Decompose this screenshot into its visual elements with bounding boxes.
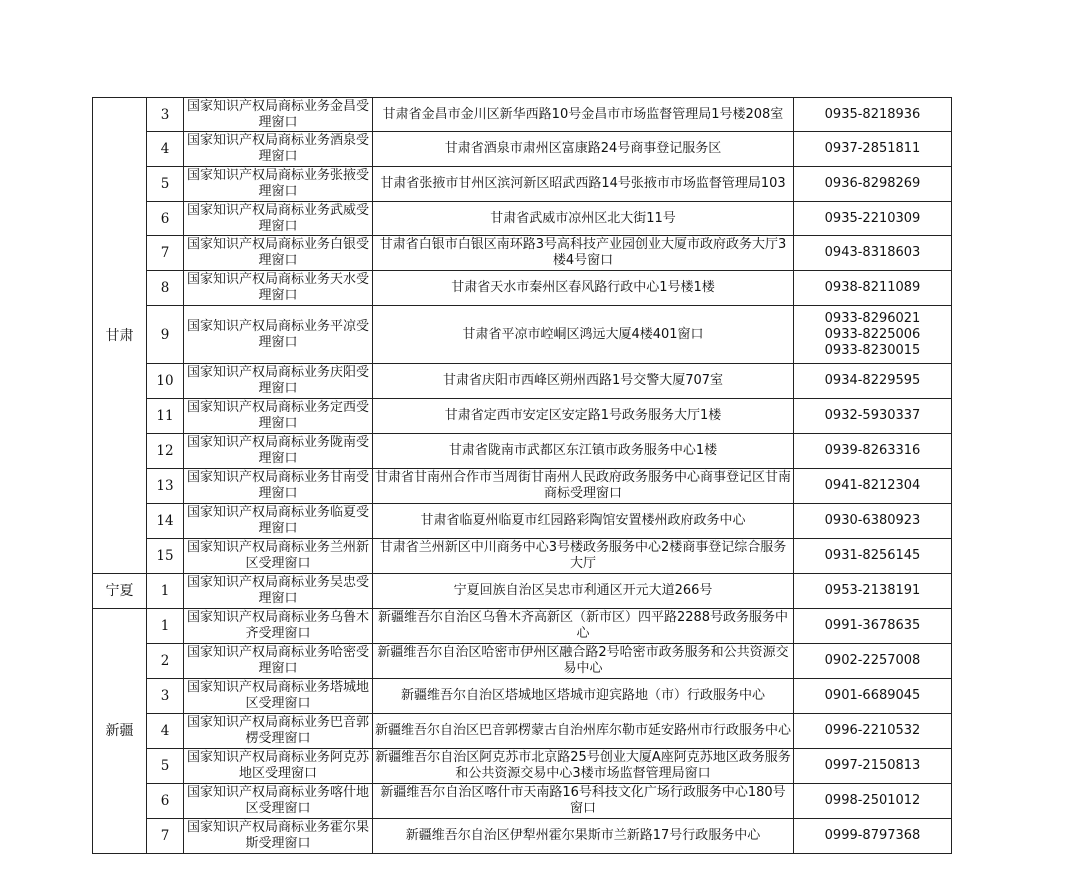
phone-number: 0953-2138191: [824, 583, 921, 598]
office-name-cell: 国家知识产权局商标业务张掖受理窗口: [184, 167, 373, 202]
phone-cell: [794, 271, 952, 306]
phone-number: 0938-8211089: [824, 280, 921, 295]
address-cell: 甘肃省陇南市武都区东江镇市政务服务中心1楼: [373, 434, 794, 469]
table-row: [93, 539, 952, 574]
index-cell: 14: [147, 504, 184, 539]
table-row: [93, 469, 952, 504]
table-row: [93, 271, 952, 306]
index-cell: 5: [147, 749, 184, 784]
index-cell: 8: [147, 271, 184, 306]
phone-cell: [794, 434, 952, 469]
index-cell: 3: [147, 98, 184, 132]
address-cell: 甘肃省酒泉市肃州区富康路24号商事登记服务区: [373, 132, 794, 167]
phone-cell: [794, 679, 952, 714]
index-cell: 7: [147, 819, 184, 854]
address-cell: 甘肃省定西市安定区安定路1号政务服务大厅1楼: [373, 399, 794, 434]
phone-number: 0936-8298269: [824, 176, 921, 191]
phone-cell: [794, 306, 952, 364]
table-row: [93, 132, 952, 167]
index-cell: 12: [147, 434, 184, 469]
office-name-cell: 国家知识产权局商标业务金昌受理窗口: [184, 98, 373, 132]
address-cell: 甘肃省平凉市崆峒区鸿远大厦4楼401窗口: [373, 306, 794, 364]
phone-number: 0930-6380923: [824, 513, 921, 528]
address-cell: 新疆维吾尔自治区乌鲁木齐高新区（新市区）四平路2288号政务服务中心: [373, 609, 794, 644]
address-cell: 新疆维吾尔自治区伊犁州霍尔果斯市兰新路17号行政服务中心: [373, 819, 794, 854]
table-row: [93, 202, 952, 236]
address-cell: 新疆维吾尔自治区阿克苏市北京路25号创业大厦A座阿克苏地区政务服务和公共资源交易中心3楼市场监督管理局窗口: [373, 749, 794, 784]
province-cell: 新疆: [93, 609, 147, 854]
office-name-cell: 国家知识产权局商标业务阿克苏地区受理窗口: [184, 749, 373, 784]
office-name-cell: 国家知识产权局商标业务吴忠受理窗口: [184, 574, 373, 609]
phone-cell: [794, 202, 952, 236]
address-cell: 甘肃省临夏州临夏市红园路彩陶馆安置楼州政府政务中心: [373, 504, 794, 539]
phone-number: 0999-8797368: [824, 828, 921, 843]
phone-cell: [794, 819, 952, 854]
office-name-cell: 国家知识产权局商标业务陇南受理窗口: [184, 434, 373, 469]
office-name-cell: 国家知识产权局商标业务定西受理窗口: [184, 399, 373, 434]
phone-cell: [794, 784, 952, 819]
address-cell: 新疆维吾尔自治区巴音郭楞蒙古自治州库尔勒市延安路州市行政服务中心: [373, 714, 794, 749]
phone-number: 0933-8225006: [824, 326, 921, 342]
office-name-cell: 国家知识产权局商标业务霍尔果斯受理窗口: [184, 819, 373, 854]
table-row: [93, 504, 952, 539]
table-row: [93, 644, 952, 679]
index-cell: 4: [147, 132, 184, 167]
phone-number: 0939-8263316: [824, 443, 921, 458]
office-name-cell: 国家知识产权局商标业务白银受理窗口: [184, 236, 373, 271]
phone-cell: [794, 714, 952, 749]
address-cell: 新疆维吾尔自治区哈密市伊州区融合路2号哈密市政务服务和公共资源交易中心: [373, 644, 794, 679]
office-name-cell: 国家知识产权局商标业务天水受理窗口: [184, 271, 373, 306]
office-name-cell: 国家知识产权局商标业务乌鲁木齐受理窗口: [184, 609, 373, 644]
table-row: [93, 434, 952, 469]
table-row: [93, 819, 952, 854]
index-cell: 6: [147, 202, 184, 236]
phone-number: 0932-5930337: [824, 408, 921, 423]
address-cell: 甘肃省庆阳市西峰区朔州西路1号交警大厦707室: [373, 364, 794, 399]
table-row: [93, 749, 952, 784]
table-row: [93, 167, 952, 202]
phone-number: 0941-8212304: [824, 478, 921, 493]
office-name-cell: 国家知识产权局商标业务酒泉受理窗口: [184, 132, 373, 167]
index-cell: 9: [147, 306, 184, 364]
office-name-cell: 国家知识产权局商标业务平凉受理窗口: [184, 306, 373, 364]
phone-cell: [794, 167, 952, 202]
province-cell: 宁夏: [93, 574, 147, 609]
phone-cell: [794, 132, 952, 167]
phone-number: 0901-6689045: [824, 688, 921, 703]
address-cell: 甘肃省武威市凉州区北大街11号: [373, 202, 794, 236]
index-cell: 3: [147, 679, 184, 714]
phone-cell: [794, 574, 952, 609]
phone-number: 0943-8318603: [824, 245, 921, 260]
phone-number: 0937-2851811: [824, 141, 921, 156]
address-cell: 新疆维吾尔自治区喀什市天南路16号科技文化广场行政服务中心180号窗口: [373, 784, 794, 819]
phone-number: 0931-8256145: [824, 548, 921, 563]
index-cell: 2: [147, 644, 184, 679]
table-row: [93, 609, 952, 644]
table-row: [93, 98, 952, 132]
phone-cell: [794, 98, 952, 132]
phone-number: 0934-8229595: [824, 373, 921, 388]
index-cell: 1: [147, 574, 184, 609]
table-row: [93, 364, 952, 399]
province-cell: 甘肃: [93, 98, 147, 574]
address-cell: 宁夏回族自治区吴忠市利通区开元大道266号: [373, 574, 794, 609]
address-cell: 甘肃省张掖市甘州区滨河新区昭武西路14号张掖市市场监督管理局103: [373, 167, 794, 202]
office-name-cell: 国家知识产权局商标业务甘南受理窗口: [184, 469, 373, 504]
office-name-cell: 国家知识产权局商标业务庆阳受理窗口: [184, 364, 373, 399]
phone-cell: [794, 749, 952, 784]
address-cell: 甘肃省白银市白银区南环路3号高科技产业园创业大厦市政府政务大厅3楼4号窗口: [373, 236, 794, 271]
table-row: [93, 784, 952, 819]
table-row: [93, 679, 952, 714]
index-cell: 5: [147, 167, 184, 202]
phone-cell: [794, 504, 952, 539]
phone-number: 0991-3678635: [824, 618, 921, 633]
office-name-cell: 国家知识产权局商标业务武威受理窗口: [184, 202, 373, 236]
address-cell: 甘肃省甘南州合作市当周街甘南州人民政府政务服务中心商事登记区甘南商标受理窗口: [373, 469, 794, 504]
office-name-cell: 国家知识产权局商标业务哈密受理窗口: [184, 644, 373, 679]
phone-cell: [794, 399, 952, 434]
index-cell: 1: [147, 609, 184, 644]
phone-number: 0935-2210309: [824, 210, 921, 226]
index-cell: 10: [147, 364, 184, 399]
index-cell: 7: [147, 236, 184, 271]
address-cell: 新疆维吾尔自治区塔城地区塔城市迎宾路地（市）行政服务中心: [373, 679, 794, 714]
index-cell: 13: [147, 469, 184, 504]
address-cell: 甘肃省天水市秦州区春风路行政中心1号楼1楼: [373, 271, 794, 306]
address-cell: 甘肃省金昌市金川区新华西路10号金昌市市场监督管理局1号楼208室: [373, 98, 794, 132]
office-name-cell: 国家知识产权局商标业务喀什地区受理窗口: [184, 784, 373, 819]
office-table: [92, 97, 952, 854]
phone-number: 0996-2210532: [824, 723, 921, 738]
office-name-cell: 国家知识产权局商标业务兰州新区受理窗口: [184, 539, 373, 574]
phone-cell: [794, 364, 952, 399]
phone-cell: [794, 469, 952, 504]
office-table-body: [93, 98, 952, 854]
phone-cell: [794, 236, 952, 271]
table-row: [93, 306, 952, 364]
phone-number: 0933-8230015: [824, 342, 921, 358]
phone-number: 0933-8296021: [824, 310, 921, 326]
phone-number: 0902-2257008: [824, 653, 921, 668]
index-cell: 4: [147, 714, 184, 749]
phone-cell: [794, 609, 952, 644]
phone-cell: [794, 539, 952, 574]
phone-cell: [794, 644, 952, 679]
office-name-cell: 国家知识产权局商标业务巴音郭楞受理窗口: [184, 714, 373, 749]
office-name-cell: 国家知识产权局商标业务塔城地区受理窗口: [184, 679, 373, 714]
table-row: [93, 236, 952, 271]
phone-number: 0935-8218936: [824, 106, 921, 122]
table-row: [93, 574, 952, 609]
phone-number: 0997-2150813: [824, 758, 921, 773]
office-name-cell: 国家知识产权局商标业务临夏受理窗口: [184, 504, 373, 539]
index-cell: 11: [147, 399, 184, 434]
phone-number: 0998-2501012: [824, 793, 921, 808]
index-cell: 15: [147, 539, 184, 574]
address-cell: 甘肃省兰州新区中川商务中心3号楼政务服务中心2楼商事登记综合服务大厅: [373, 539, 794, 574]
table-row: [93, 399, 952, 434]
table-row: [93, 714, 952, 749]
index-cell: 6: [147, 784, 184, 819]
